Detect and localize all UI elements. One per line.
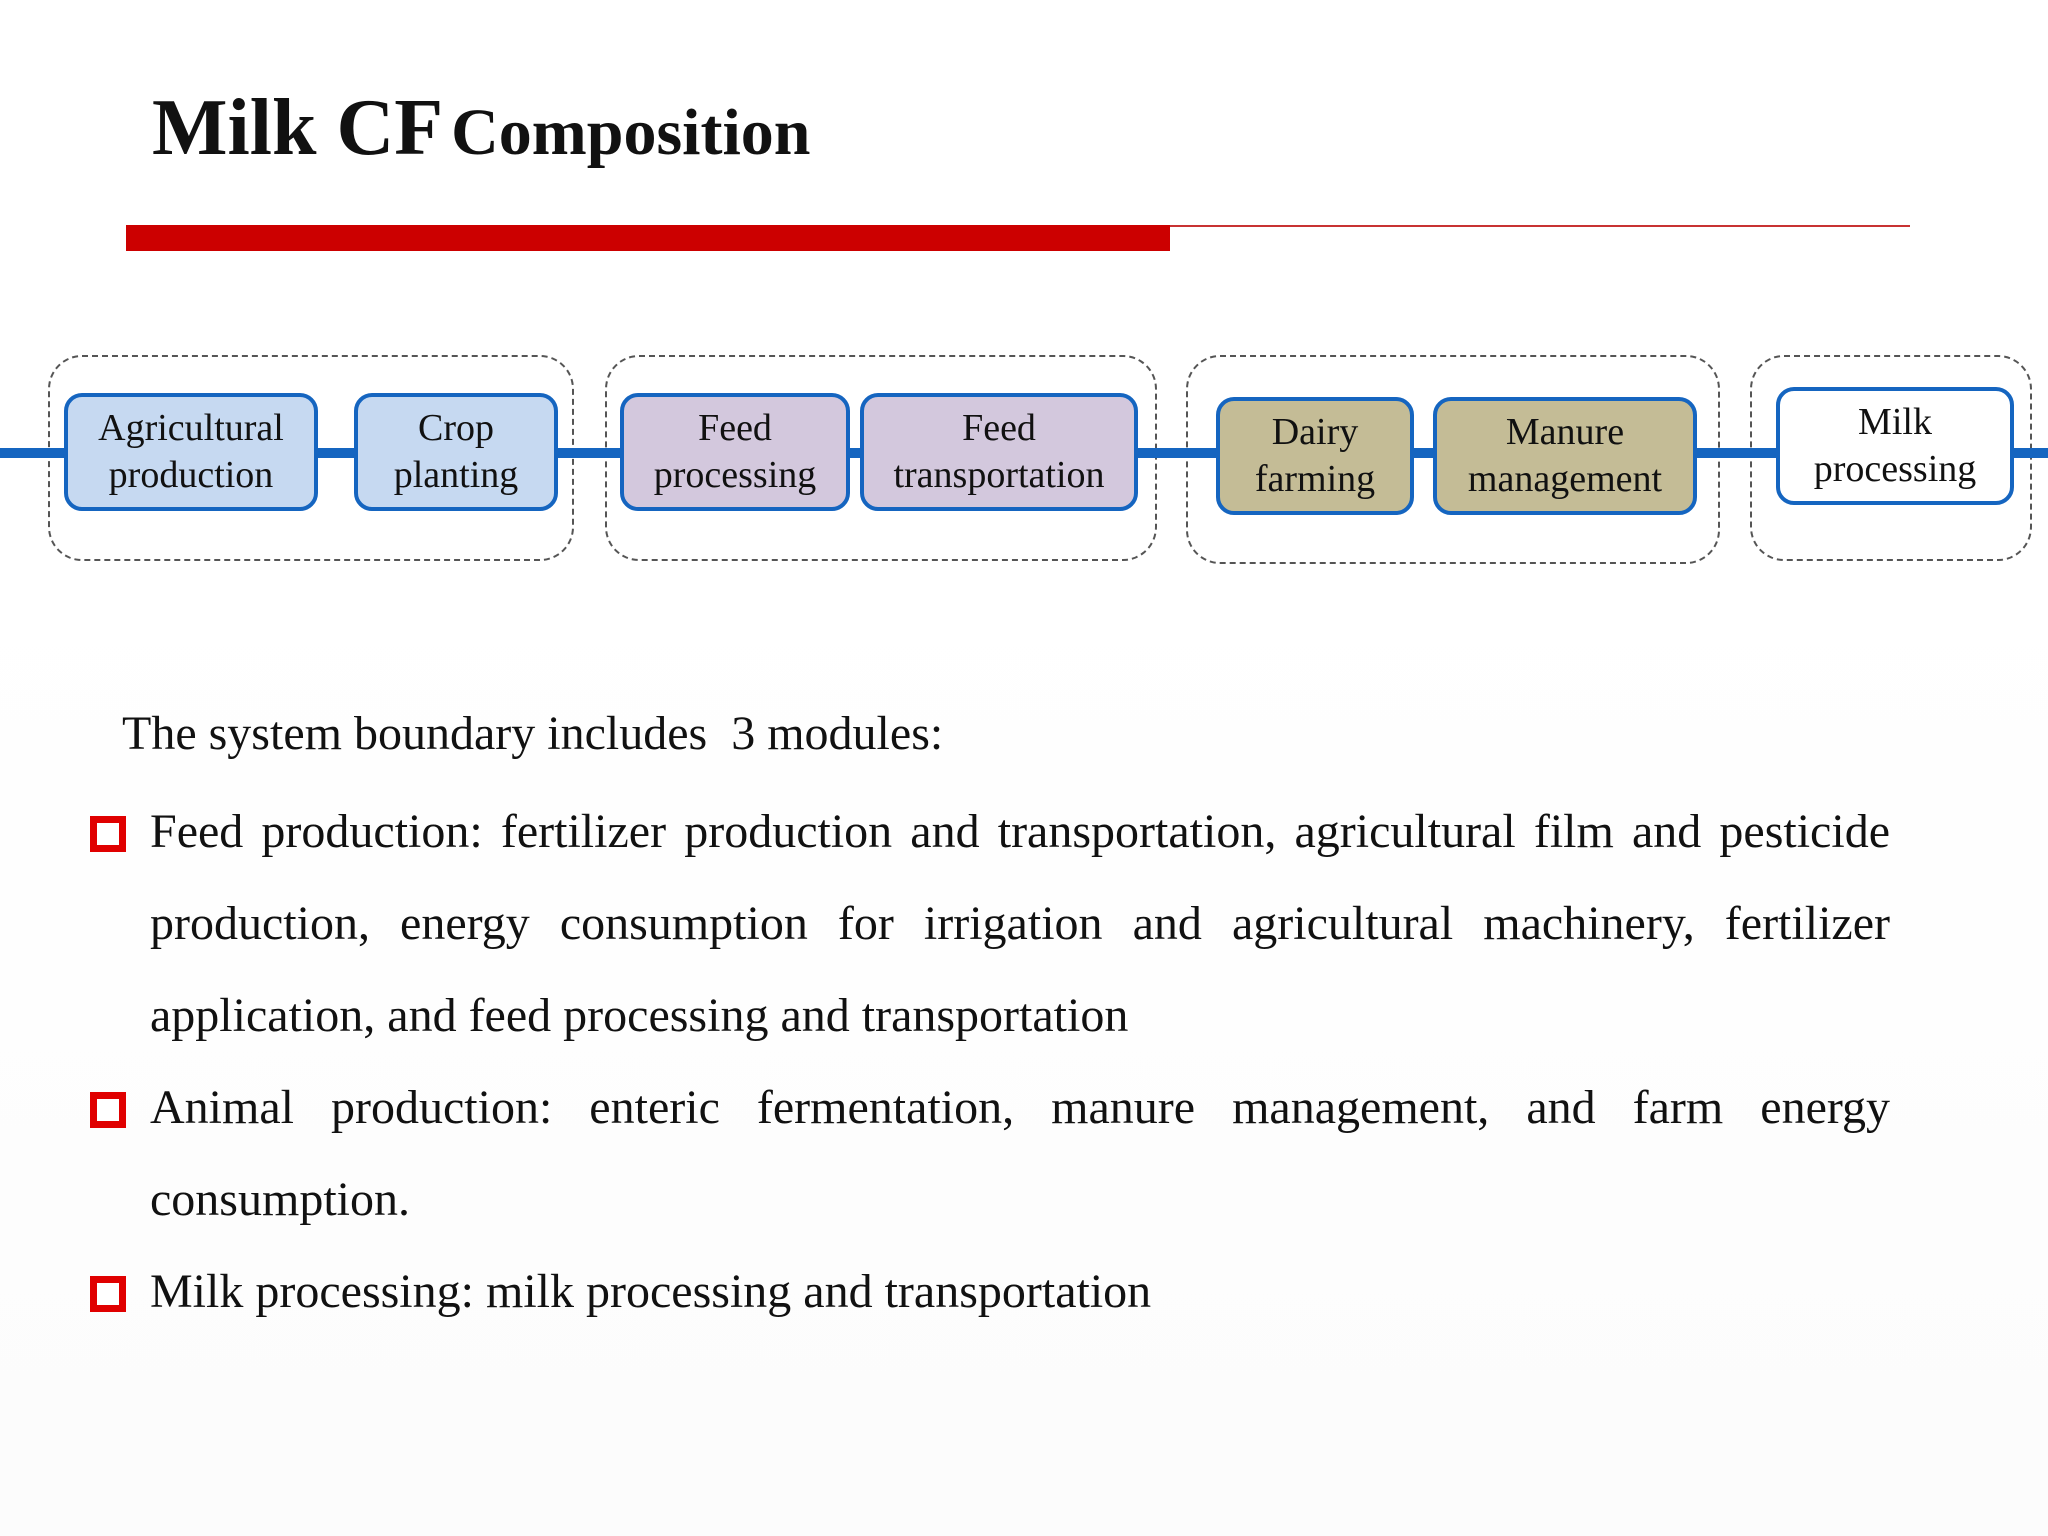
box-feed-processing: Feed processing: [620, 393, 850, 511]
title-part1: Milk CF: [152, 84, 444, 172]
connector-left-edge: [0, 448, 70, 458]
square-bullet-icon: [90, 1092, 126, 1128]
square-bullet-icon: [90, 1276, 126, 1312]
page-title: [152, 84, 811, 172]
title-underline-thick: [126, 225, 1170, 251]
box-manure-management: Manure management: [1433, 397, 1697, 515]
intro-text: The system boundary includes 3 modules:: [122, 707, 944, 760]
connector-g2-g3: [1125, 448, 1220, 458]
bullet-text: Animal production: enteric fermentation, manure management, and farm energy consumption.: [150, 1081, 1890, 1226]
bullet-text: Feed production: fertilizer production and transportation, agricultural film and pesticide production, energy consumption for irrigation and agricultural machinery, fertilizer application, and feed processing and transportation: [150, 805, 1890, 1042]
box-feed-transportation: Feed transportation: [860, 393, 1138, 511]
square-bullet-icon: [90, 816, 126, 852]
title-part2: Composition: [451, 96, 811, 169]
title-underline-thin: [1170, 225, 1910, 227]
box-crop-planting: Crop planting: [354, 393, 558, 511]
bullet-text: Milk processing: milk processing and transportation: [150, 1265, 1152, 1318]
box-milk-processing: Milk processing: [1776, 387, 2014, 505]
box-agricultural-production: Agricultural production: [64, 393, 318, 511]
box-dairy-farming: Dairy farming: [1216, 397, 1414, 515]
